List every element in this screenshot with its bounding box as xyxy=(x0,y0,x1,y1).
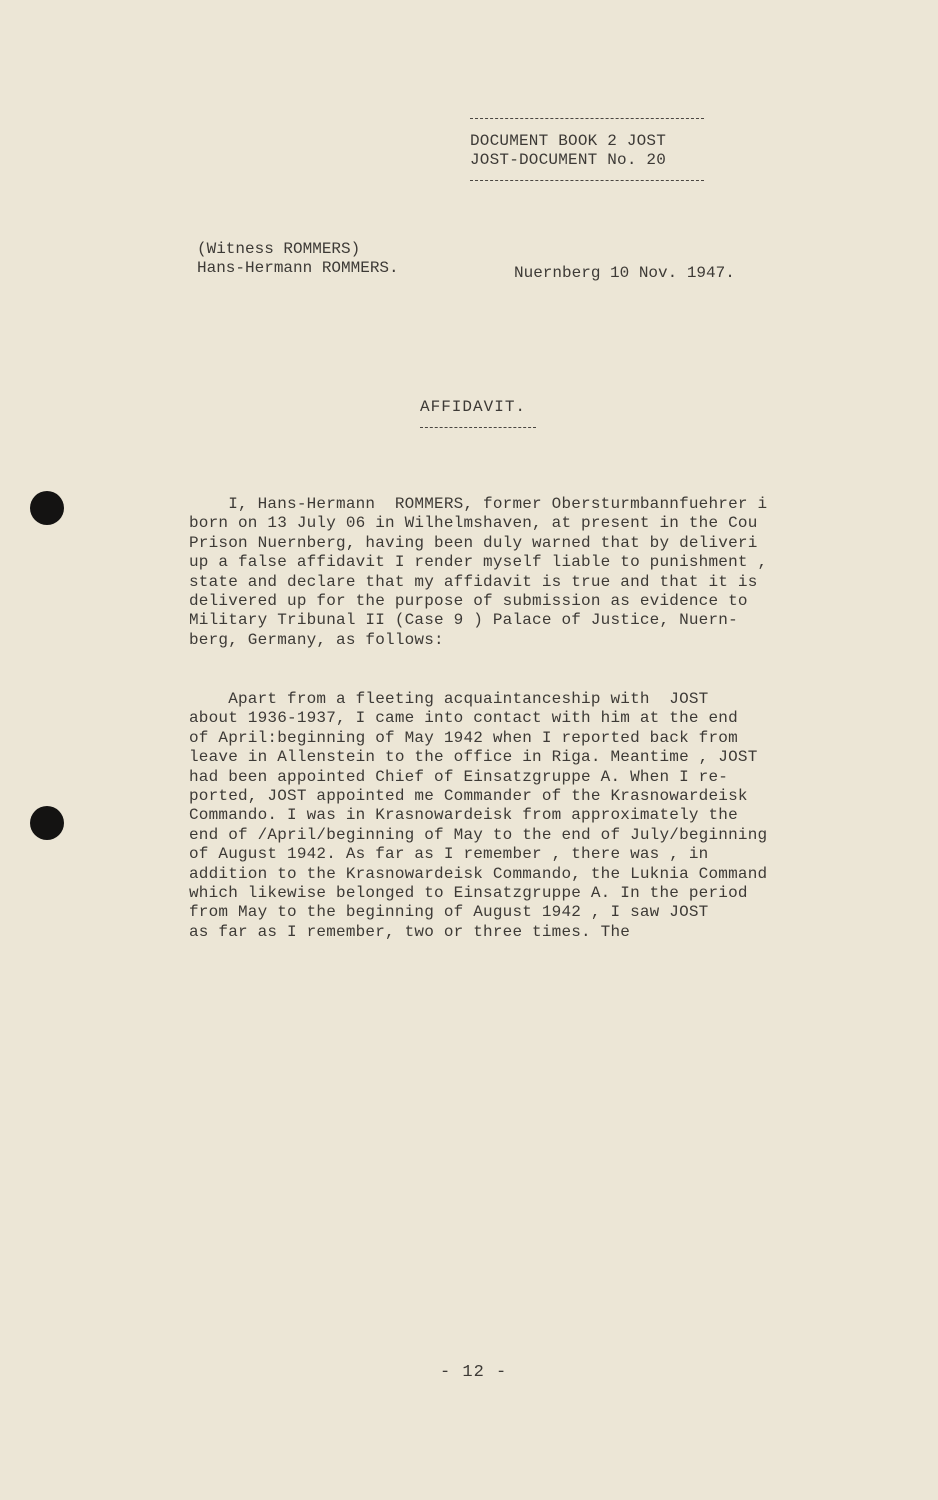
text-line: addition to the Krasnowardeisk Commando, the Luknia Command xyxy=(189,864,768,883)
text-line: had been appointed Chief of Einsatzgruppe A. When I re- xyxy=(189,767,729,786)
text-line: about 1936-1937, I came into contact with him at the end xyxy=(189,709,738,728)
text-line: Apart from a fleeting acquaintanceship with JOST xyxy=(189,690,709,708)
divider xyxy=(420,427,536,428)
document-header xyxy=(470,118,710,181)
punch-hole xyxy=(30,806,64,840)
text-line: born on 13 July 06 in Wilhelmshaven, at present in the Cou xyxy=(189,514,758,533)
text-line: Military Tribunal II (Case 9 ) Palace of Justice, Nuern- xyxy=(189,611,738,630)
text-line: berg, Germany, as follows: xyxy=(189,630,444,649)
text-line: leave in Allenstein to the office in Riga. Meantime , JOST xyxy=(189,748,758,767)
affidavit-paragraph-1 xyxy=(189,495,889,650)
text-line: I, Hans-Hermann ROMMERS, former Obersturmbannfuehrer i xyxy=(189,495,768,513)
text-line: ported, JOST appointed me Commander of the Krasnowardeisk xyxy=(189,787,748,806)
document-book-label: DOCUMENT BOOK 2 JOST xyxy=(470,132,667,150)
text-line: of April:beginning of May 1942 when I reported back from xyxy=(189,728,738,747)
witness-name: Hans-Hermann ROMMERS. xyxy=(197,259,399,277)
text-line: state and declare that my affidavit is true and that it is xyxy=(189,572,758,591)
text-line: Prison Nuernberg, having been duly warned that by deliveri xyxy=(189,533,758,552)
text-line: as far as I remember, two or three times. The xyxy=(189,922,631,941)
document-title: AFFIDAVIT. xyxy=(420,398,527,416)
affidavit-paragraph-2 xyxy=(189,690,889,942)
witness-block xyxy=(197,240,399,278)
document-number-label: JOST-DOCUMENT No. 20 xyxy=(470,151,667,169)
page-number: - 12 - xyxy=(440,1363,508,1382)
place-date: Nuernberg 10 Nov. 1947. xyxy=(514,264,735,282)
text-line: of August 1942. As far as I remember , there was , in xyxy=(189,845,709,864)
punch-hole xyxy=(30,491,64,525)
text-line: from May to the beginning of August 1942 , I saw JOST xyxy=(189,903,709,922)
text-line: up a false affidavit I render myself liable to punishment , xyxy=(189,553,768,572)
text-line: delivered up for the purpose of submission as evidence to xyxy=(189,592,748,611)
text-line: which likewise belonged to Einsatzgruppe A. In the period xyxy=(189,884,748,903)
divider xyxy=(470,180,704,181)
text-line: end of /April/beginning of May to the end of July/beginning xyxy=(189,825,768,844)
witness-label: (Witness ROMMERS) xyxy=(197,240,361,258)
text-line: Commando. I was in Krasnowardeisk from approximately the xyxy=(189,806,738,825)
divider xyxy=(470,118,704,119)
